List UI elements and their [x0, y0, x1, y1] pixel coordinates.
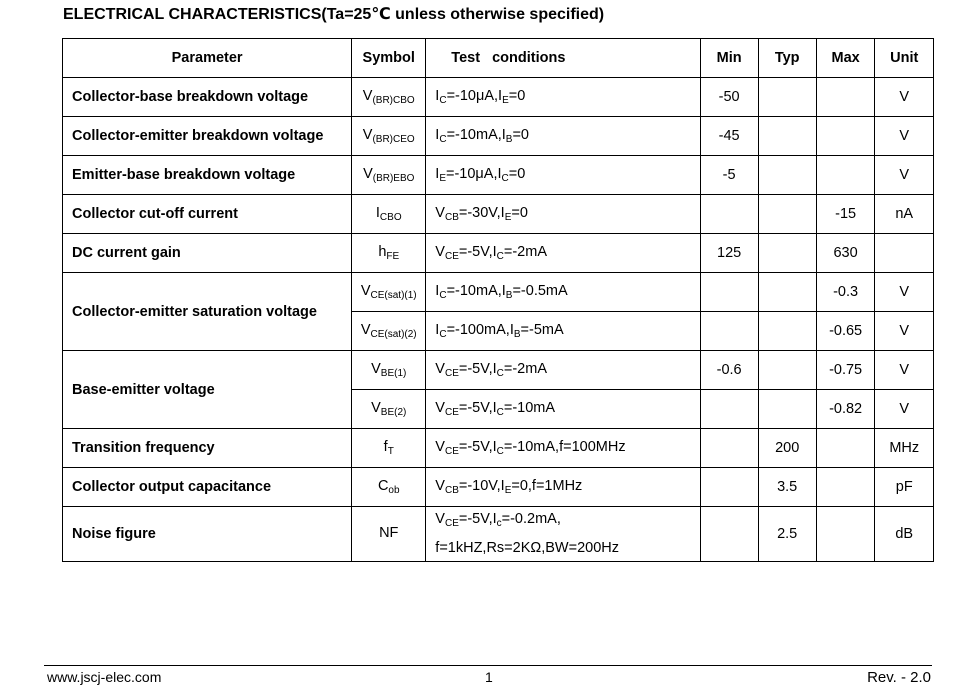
footer-page-number: 1 [485, 669, 493, 685]
unit-cell: V [875, 156, 934, 195]
header-unit: Unit [875, 39, 934, 78]
condition-cell: $V_{CE}=-5V,I_c=-0.2mA$, f=1kHZ,Rs=2KΩ,BW=200Hz [426, 507, 700, 562]
min-cell [700, 507, 758, 562]
unit-cell [875, 234, 934, 273]
max-cell [816, 507, 875, 562]
table-row [63, 507, 934, 562]
table-row [63, 429, 934, 468]
typ-cell: 2.5 [758, 507, 816, 562]
unit-cell: pF [875, 468, 934, 507]
max-cell [816, 78, 875, 117]
condition-cell: $V_{CE}=-5V,I_C=-10mA,f=100MHz$ [426, 429, 700, 468]
page-title: ELECTRICAL CHARACTERISTICS(Ta=25℃ unless otherwise specified) [63, 6, 605, 23]
typ-cell [758, 312, 816, 351]
symbol-cell: NF [352, 507, 426, 562]
condition-cell: $V_{CB}=-30V,I_E=0$ [426, 195, 700, 234]
max-cell [816, 117, 875, 156]
condition-cell: $I_C=-10mA,I_B=-0.5mA$ [426, 273, 700, 312]
max-cell [816, 468, 875, 507]
table-row [63, 117, 934, 156]
symbol-cell: $V_{(BR)CEO}$ [352, 117, 426, 156]
unit-cell: V [875, 390, 934, 429]
min-cell: -45 [700, 117, 758, 156]
max-cell: -0.3 [816, 273, 875, 312]
parameter-cell: Base-emitter voltage [63, 351, 352, 429]
min-cell: -50 [700, 78, 758, 117]
parameter-cell: Collector-emitter breakdown voltage [63, 117, 352, 156]
symbol-cell: $V_{CE(sat)(2)}$ [352, 312, 426, 351]
parameter-cell: Noise figure [63, 507, 352, 562]
unit-cell: dB [875, 507, 934, 562]
footer-divider [44, 665, 932, 666]
parameter-cell: Collector cut-off current [63, 195, 352, 234]
symbol-cell: $f_T$ [352, 429, 426, 468]
symbol-cell: $V_{(BR)EBO}$ [352, 156, 426, 195]
condition-cell: $V_{CE}=-5V,I_C=-10mA$ [426, 390, 700, 429]
min-cell: -5 [700, 156, 758, 195]
min-cell: -0.6 [700, 351, 758, 390]
parameter-cell: Collector-base breakdown voltage [63, 78, 352, 117]
footer-revision: Rev. - 2.0 [867, 669, 931, 686]
max-cell: 630 [816, 234, 875, 273]
typ-cell [758, 234, 816, 273]
min-cell [700, 390, 758, 429]
condition-cell: $V_{CE}=-5V,I_C=-2mA$ [426, 234, 700, 273]
symbol-cell: $V_{BE(1)}$ [352, 351, 426, 390]
max-cell: -0.75 [816, 351, 875, 390]
symbol-cell: $I_{CBO}$ [352, 195, 426, 234]
condition-cell: $I_E=-10\mu A,I_C=0$ [426, 156, 700, 195]
header-typ: Typ [758, 39, 816, 78]
footer-website: www.jscj-elec.com [47, 669, 162, 685]
max-cell: -15 [816, 195, 875, 234]
symbol-cell: $h_{FE}$ [352, 234, 426, 273]
min-cell [700, 468, 758, 507]
condition-cell: $V_{CB}=-10V,I_E=0,f=1MHz$ [426, 468, 700, 507]
table-header-row [63, 39, 934, 78]
parameter-cell: Collector output capacitance [63, 468, 352, 507]
table-row [63, 78, 934, 117]
symbol-cell: $V_{BE(2)}$ [352, 390, 426, 429]
typ-cell [758, 195, 816, 234]
condition-cell: $V_{CE}=-5V,I_C=-2mA$ [426, 351, 700, 390]
header-parameter: Parameter [63, 39, 352, 78]
typ-cell: 3.5 [758, 468, 816, 507]
unit-cell: V [875, 312, 934, 351]
parameter-cell: DC current gain [63, 234, 352, 273]
typ-cell [758, 156, 816, 195]
min-cell: 125 [700, 234, 758, 273]
header-conditions: Test conditions [426, 39, 700, 78]
unit-cell: MHz [875, 429, 934, 468]
max-cell [816, 156, 875, 195]
typ-cell [758, 117, 816, 156]
header-max: Max [816, 39, 875, 78]
table-row [63, 273, 934, 312]
table-row [63, 195, 934, 234]
parameter-cell: Transition frequency [63, 429, 352, 468]
typ-cell [758, 390, 816, 429]
min-cell [700, 273, 758, 312]
table-row [63, 234, 934, 273]
condition-cell: $I_C=-10mA,I_B=0$ [426, 117, 700, 156]
symbol-cell: $V_{CE(sat)(1)}$ [352, 273, 426, 312]
typ-cell: 200 [758, 429, 816, 468]
max-cell: -0.65 [816, 312, 875, 351]
max-cell: -0.82 [816, 390, 875, 429]
typ-cell [758, 273, 816, 312]
table-row [63, 351, 934, 390]
typ-cell [758, 78, 816, 117]
header-min: Min [700, 39, 758, 78]
header-symbol: Symbol [352, 39, 426, 78]
min-cell [700, 195, 758, 234]
parameter-cell: Collector-emitter saturation voltage [63, 273, 352, 351]
table-row [63, 156, 934, 195]
unit-cell: V [875, 351, 934, 390]
unit-cell: nA [875, 195, 934, 234]
unit-cell: V [875, 78, 934, 117]
condition-cell: $I_C=-10\mu A,I_E=0$ [426, 78, 700, 117]
unit-cell: V [875, 273, 934, 312]
min-cell [700, 312, 758, 351]
parameter-cell: Emitter-base breakdown voltage [63, 156, 352, 195]
electrical-characteristics-table [62, 38, 934, 562]
table-row [63, 468, 934, 507]
typ-cell [758, 351, 816, 390]
max-cell [816, 429, 875, 468]
condition-cell: $I_C=-100mA,I_B=-5mA$ [426, 312, 700, 351]
unit-cell: V [875, 117, 934, 156]
min-cell [700, 429, 758, 468]
symbol-cell: $V_{(BR)CBO}$ [352, 78, 426, 117]
symbol-cell: $C_{ob}$ [352, 468, 426, 507]
